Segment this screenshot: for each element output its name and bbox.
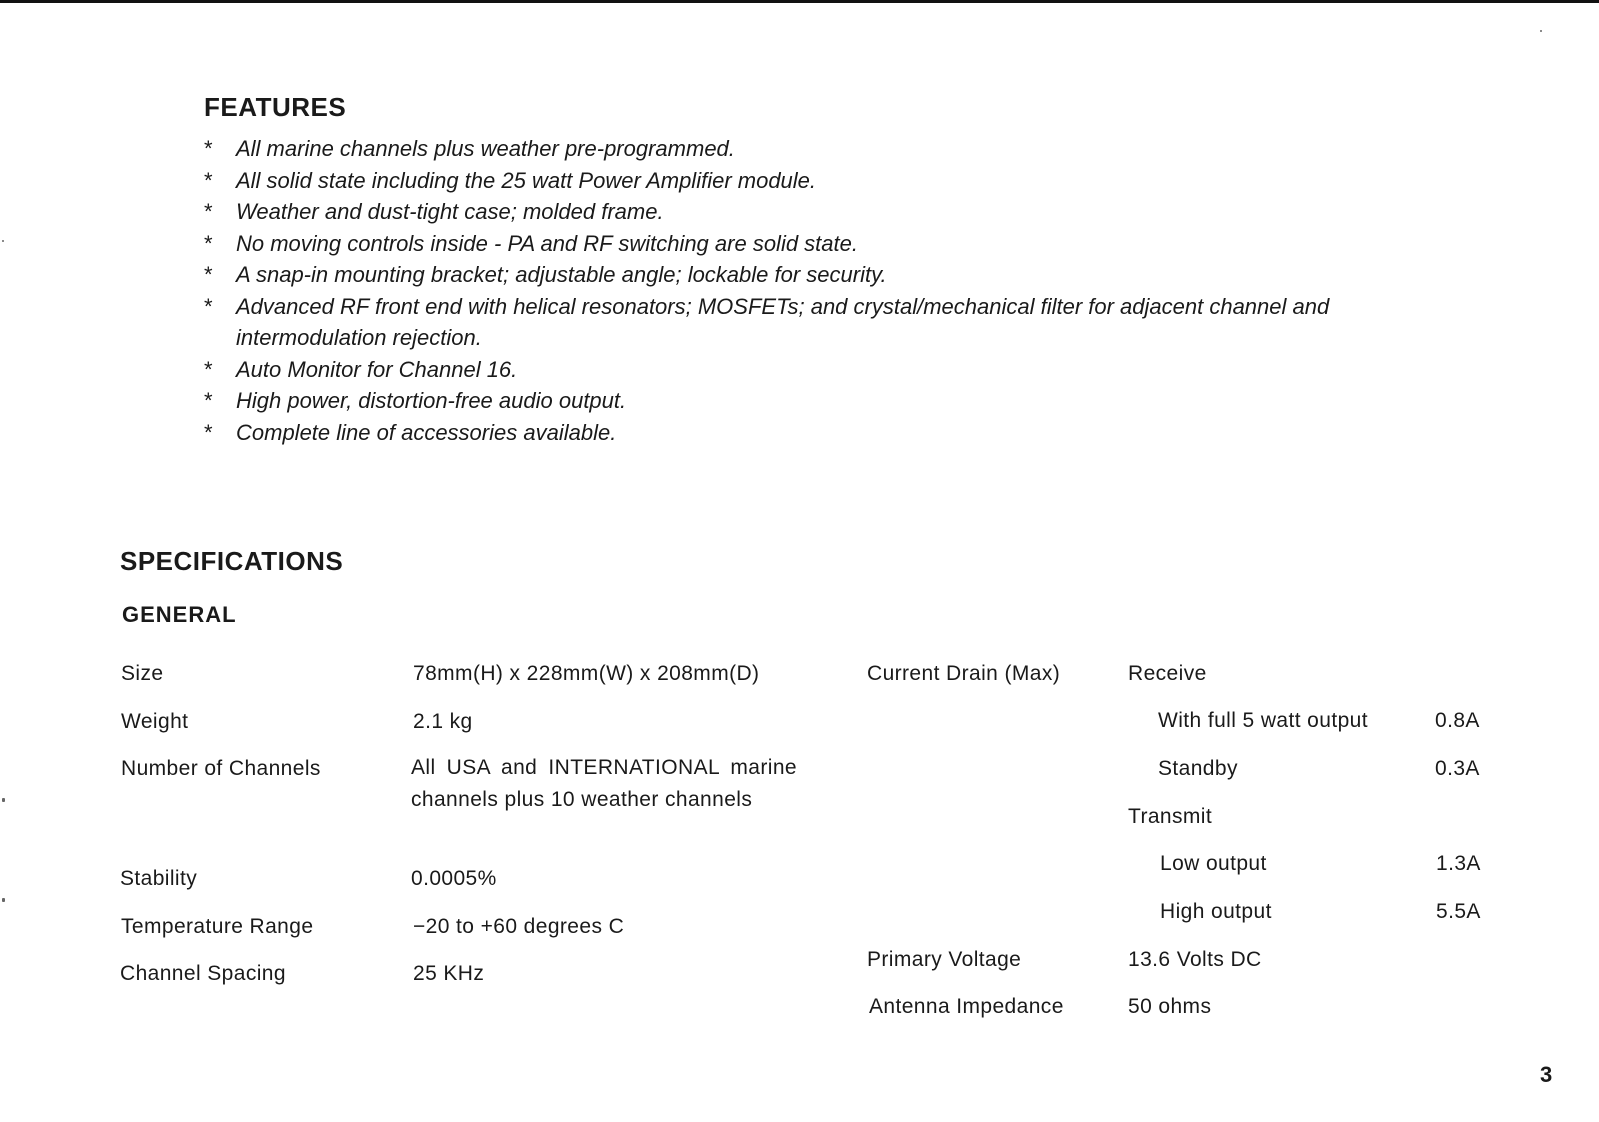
bullet-asterisk: *: [204, 230, 213, 256]
bullet-asterisk: *: [204, 199, 213, 224]
feature-text: No moving controls inside - PA and RF switching are solid state.: [236, 230, 858, 256]
scan-speck: [2, 240, 4, 242]
spec-label-size: Size: [121, 662, 164, 685]
scan-speck: [1540, 30, 1542, 32]
bullet-asterisk: *: [204, 136, 213, 161]
receive-standby-label: Standby: [1158, 757, 1238, 780]
feature-text: Advanced RF front end with helical resonators; MOSFETs; and crystal/mechanical filter for adjacent channel and intermodulation rejection.: [236, 293, 1330, 350]
feature-text: Complete line of accessories available.: [236, 419, 617, 445]
feature-item: [204, 354, 1354, 386]
feature-text: All marine channels plus weather pre-programmed.: [236, 136, 735, 161]
spec-label-channels: Number of Channels: [121, 757, 321, 780]
feature-item: [204, 196, 1354, 228]
bullet-asterisk: *: [204, 293, 213, 319]
primary-voltage-label: Primary Voltage: [867, 948, 1022, 971]
page-number: 3: [1540, 1062, 1553, 1087]
transmit-high-value: 5.5A: [1436, 900, 1481, 923]
feature-text: High power, distortion-free audio output.: [236, 388, 627, 413]
features-heading: FEATURES: [204, 92, 347, 122]
scan-speck: [2, 798, 5, 802]
receive-full-output-label: With full 5 watt output: [1158, 709, 1368, 732]
receive-standby-value: 0.3A: [1435, 757, 1480, 780]
feature-item: [204, 259, 1354, 291]
current-drain-label: Current Drain (Max): [867, 662, 1061, 685]
transmit-label: Transmit: [1128, 805, 1213, 828]
transmit-high-label: High output: [1160, 900, 1272, 923]
antenna-impedance-value: 50 ohms: [1128, 995, 1212, 1018]
receive-label: Receive: [1128, 662, 1207, 685]
feature-item: [204, 291, 1354, 354]
spec-label-stability: Stability: [120, 867, 198, 890]
feature-text: All solid state including the 25 watt Power Amplifier module.: [236, 167, 817, 193]
bullet-asterisk: *: [204, 262, 213, 287]
feature-text: Weather and dust-tight case; molded frame.: [236, 199, 664, 224]
specifications-heading: SPECIFICATIONS: [120, 546, 344, 576]
feature-text: A snap-in mounting bracket; adjustable angle; lockable for security.: [236, 262, 887, 287]
transmit-low-label: Low output: [1160, 852, 1267, 875]
spec-value-spacing: 25 KHz: [413, 962, 485, 985]
spec-value-stability: 0.0005%: [411, 867, 497, 890]
spec-label-weight: Weight: [121, 710, 189, 733]
primary-voltage-value: 13.6 Volts DC: [1128, 948, 1262, 971]
feature-item: [204, 228, 1354, 260]
receive-full-output-value: 0.8A: [1435, 709, 1480, 732]
scan-speck: [2, 898, 5, 902]
feature-text: Auto Monitor for Channel 16.: [236, 356, 518, 382]
general-subheading: GENERAL: [122, 602, 237, 627]
spec-label-temperature: Temperature Range: [121, 915, 314, 938]
spec-value-temperature: −20 to +60 degrees C: [413, 915, 625, 938]
feature-item: [204, 385, 1354, 417]
antenna-impedance-label: Antenna Impedance: [869, 995, 1064, 1018]
spec-value-weight: 2.1 kg: [413, 710, 473, 733]
bullet-asterisk: *: [204, 388, 213, 413]
features-list: [204, 133, 1354, 448]
spec-value-channels: All USA and INTERNATIONAL marine channels plus 10 weather channels: [411, 756, 797, 811]
feature-item: [204, 165, 1354, 197]
transmit-low-value: 1.3A: [1436, 852, 1481, 875]
spec-value-size: 78mm(H) x 228mm(W) x 208mm(D): [413, 662, 760, 685]
bullet-asterisk: *: [204, 356, 213, 382]
bullet-asterisk: *: [204, 419, 213, 445]
spec-label-spacing: Channel Spacing: [120, 962, 286, 985]
bullet-asterisk: *: [204, 167, 213, 193]
feature-item: [204, 133, 1354, 165]
feature-item: [204, 417, 1354, 449]
top-border-rule: [0, 0, 1599, 3]
